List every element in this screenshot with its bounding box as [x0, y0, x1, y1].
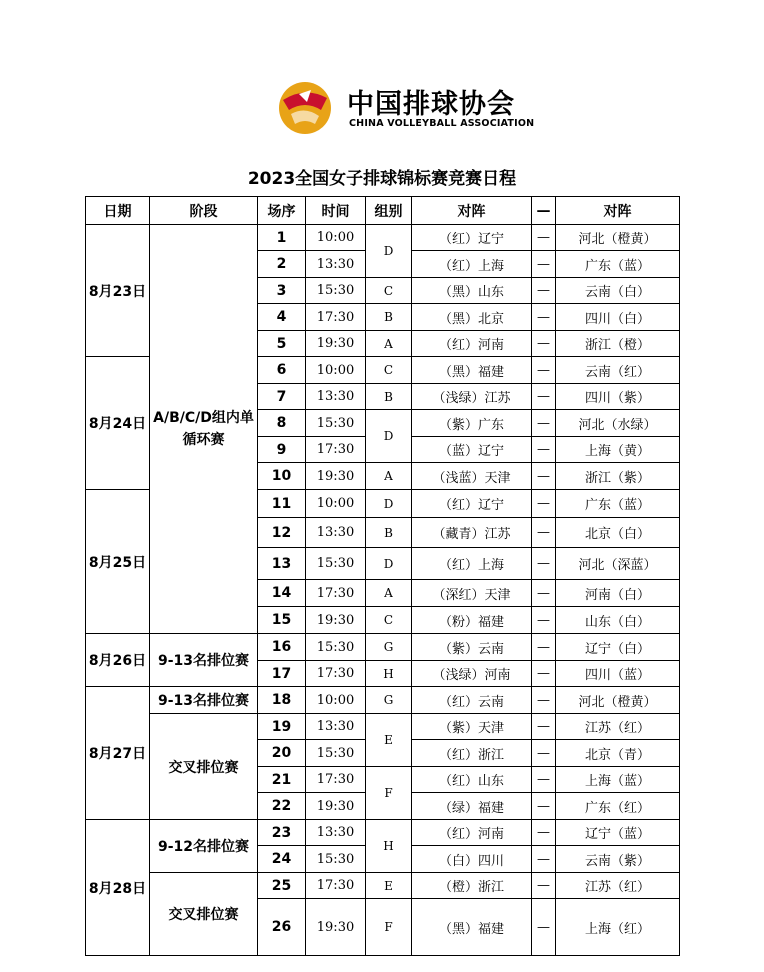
- team1: （白）四川: [412, 846, 532, 873]
- match-no: 15: [258, 607, 306, 634]
- vs-dash: —: [532, 278, 556, 304]
- match-time: 13:30: [306, 714, 366, 740]
- match-no: 10: [258, 463, 306, 490]
- group-cell: D: [366, 225, 412, 278]
- team1: （蓝）辽宁: [412, 437, 532, 463]
- team2: 河北（水绿）: [556, 410, 680, 437]
- team1: （浅绿）江苏: [412, 384, 532, 410]
- group-cell: H: [366, 820, 412, 873]
- team1: （紫）云南: [412, 634, 532, 661]
- header-group: 组别: [366, 197, 412, 225]
- team1: （浅绿）河南: [412, 661, 532, 687]
- table-row: [86, 225, 680, 251]
- team2: 云南（红）: [556, 357, 680, 384]
- team2: 上海（红）: [556, 899, 680, 956]
- header-team1: 对阵: [412, 197, 532, 225]
- team2: 四川（白）: [556, 304, 680, 331]
- date-cell: 8月23日: [86, 225, 150, 357]
- match-no: 3: [258, 278, 306, 304]
- vs-dash: —: [532, 357, 556, 384]
- header-match-no: 场序: [258, 197, 306, 225]
- match-time: 19:30: [306, 607, 366, 634]
- match-time: 15:30: [306, 410, 366, 437]
- date-cell: 8月27日: [86, 687, 150, 820]
- vs-dash: —: [532, 518, 556, 548]
- team2: 辽宁（蓝）: [556, 820, 680, 846]
- vs-dash: —: [532, 580, 556, 607]
- team2: 江苏（红）: [556, 873, 680, 899]
- team2: 广东（蓝）: [556, 251, 680, 278]
- team1: （红）上海: [412, 548, 532, 580]
- group-cell: C: [366, 357, 412, 384]
- match-time: 13:30: [306, 251, 366, 278]
- group-cell: B: [366, 518, 412, 548]
- group-cell: A: [366, 331, 412, 357]
- vs-dash: —: [532, 846, 556, 873]
- match-no: 9: [258, 437, 306, 463]
- match-no: 7: [258, 384, 306, 410]
- team2: 河南（白）: [556, 580, 680, 607]
- match-no: 25: [258, 873, 306, 899]
- match-time: 17:30: [306, 661, 366, 687]
- vs-dash: —: [532, 490, 556, 518]
- stage-cell: 交叉排位赛: [150, 873, 258, 956]
- vs-dash: —: [532, 714, 556, 740]
- table-row: [86, 634, 680, 661]
- stage-cell: 9-12名排位赛: [150, 820, 258, 873]
- team1: （黑）福建: [412, 899, 532, 956]
- match-time: 13:30: [306, 820, 366, 846]
- header-date: 日期: [86, 197, 150, 225]
- group-cell: B: [366, 384, 412, 410]
- vs-dash: —: [532, 767, 556, 793]
- team2: 河北（橙黄）: [556, 687, 680, 714]
- vs-dash: —: [532, 634, 556, 661]
- stage-cell: 交叉排位赛: [150, 714, 258, 820]
- vs-dash: —: [532, 607, 556, 634]
- group-cell: E: [366, 873, 412, 899]
- team2: 辽宁（白）: [556, 634, 680, 661]
- match-no: 18: [258, 687, 306, 714]
- table-row: [86, 873, 680, 899]
- match-time: 17:30: [306, 767, 366, 793]
- group-cell: F: [366, 767, 412, 820]
- vs-dash: —: [532, 820, 556, 846]
- team1: （红）河南: [412, 820, 532, 846]
- match-no: 11: [258, 490, 306, 518]
- vs-dash: —: [532, 873, 556, 899]
- team2: 山东（白）: [556, 607, 680, 634]
- match-time: 17:30: [306, 437, 366, 463]
- match-no: 17: [258, 661, 306, 687]
- team1: （藏青）江苏: [412, 518, 532, 548]
- vs-dash: —: [532, 463, 556, 490]
- match-time: 17:30: [306, 873, 366, 899]
- table-row: [86, 714, 680, 740]
- team1: （黑）福建: [412, 357, 532, 384]
- team2: 广东（红）: [556, 793, 680, 820]
- team2: 云南（白）: [556, 278, 680, 304]
- page-title: 2023全国女子排球锦标赛竞赛日程: [247, 169, 517, 189]
- vs-dash: —: [532, 331, 556, 357]
- team1: （红）浙江: [412, 740, 532, 767]
- group-cell: B: [366, 304, 412, 331]
- team1: （红）上海: [412, 251, 532, 278]
- match-no: 24: [258, 846, 306, 873]
- team1: （绿）福建: [412, 793, 532, 820]
- vs-dash: —: [532, 384, 556, 410]
- association-logo: [277, 78, 535, 136]
- group-cell: G: [366, 634, 412, 661]
- vs-dash: —: [532, 410, 556, 437]
- team2: 河北（深蓝）: [556, 548, 680, 580]
- logo-name-en: CHINA VOLLEYBALL ASSOCIATION: [349, 118, 535, 129]
- match-time: 19:30: [306, 463, 366, 490]
- team2: 云南（紫）: [556, 846, 680, 873]
- volleyball-logo-icon: [277, 80, 333, 136]
- match-no: 5: [258, 331, 306, 357]
- group-cell: D: [366, 490, 412, 518]
- group-cell: D: [366, 410, 412, 463]
- date-cell: 8月25日: [86, 490, 150, 634]
- match-time: 15:30: [306, 740, 366, 767]
- team1: （紫）广东: [412, 410, 532, 437]
- match-no: 6: [258, 357, 306, 384]
- group-cell: C: [366, 607, 412, 634]
- team1: （红）山东: [412, 767, 532, 793]
- match-no: 4: [258, 304, 306, 331]
- match-no: 2: [258, 251, 306, 278]
- team2: 浙江（紫）: [556, 463, 680, 490]
- match-time: 19:30: [306, 899, 366, 956]
- match-no: 22: [258, 793, 306, 820]
- team2: 上海（蓝）: [556, 767, 680, 793]
- team2: 上海（黄）: [556, 437, 680, 463]
- vs-dash: —: [532, 225, 556, 251]
- team2: 北京（青）: [556, 740, 680, 767]
- match-time: 19:30: [306, 793, 366, 820]
- match-no: 13: [258, 548, 306, 580]
- team1: （红）辽宁: [412, 490, 532, 518]
- match-no: 14: [258, 580, 306, 607]
- group-cell: H: [366, 661, 412, 687]
- team2: 四川（紫）: [556, 384, 680, 410]
- match-time: 15:30: [306, 846, 366, 873]
- logo-name-cn: 中国排球协会: [347, 89, 515, 120]
- stage-cell: 9-13名排位赛: [150, 687, 258, 714]
- date-cell: 8月26日: [86, 634, 150, 687]
- stage-cell: 9-13名排位赛: [150, 634, 258, 687]
- header-dash: —: [532, 197, 556, 225]
- group-cell: F: [366, 899, 412, 956]
- match-no: 1: [258, 225, 306, 251]
- vs-dash: —: [532, 251, 556, 278]
- team1: （橙）浙江: [412, 873, 532, 899]
- table-row: [86, 687, 680, 714]
- team1: （红）云南: [412, 687, 532, 714]
- date-cell: 8月24日: [86, 357, 150, 490]
- match-no: 19: [258, 714, 306, 740]
- schedule-table: [85, 196, 680, 956]
- team2: 广东（蓝）: [556, 490, 680, 518]
- header-time: 时间: [306, 197, 366, 225]
- team1: （粉）福建: [412, 607, 532, 634]
- team2: 河北（橙黄）: [556, 225, 680, 251]
- team1: （深红）天津: [412, 580, 532, 607]
- match-no: 23: [258, 820, 306, 846]
- team2: 四川（蓝）: [556, 661, 680, 687]
- match-no: 12: [258, 518, 306, 548]
- group-cell: D: [366, 548, 412, 580]
- header-team2: 对阵: [556, 197, 680, 225]
- match-time: 10:00: [306, 357, 366, 384]
- match-no: 20: [258, 740, 306, 767]
- match-time: 17:30: [306, 580, 366, 607]
- group-cell: C: [366, 278, 412, 304]
- group-cell: A: [366, 580, 412, 607]
- team1: （红）辽宁: [412, 225, 532, 251]
- group-cell: G: [366, 687, 412, 714]
- team1: （黑）山东: [412, 278, 532, 304]
- group-cell: E: [366, 714, 412, 767]
- header-row: [86, 197, 680, 225]
- team1: （浅蓝）天津: [412, 463, 532, 490]
- match-time: 17:30: [306, 304, 366, 331]
- match-time: 15:30: [306, 278, 366, 304]
- match-time: 15:30: [306, 634, 366, 661]
- match-time: 10:00: [306, 225, 366, 251]
- match-time: 15:30: [306, 548, 366, 580]
- date-cell: 8月28日: [86, 820, 150, 956]
- team2: 浙江（橙）: [556, 331, 680, 357]
- vs-dash: —: [532, 687, 556, 714]
- stage-cell: A/B/C/D组内单循环赛: [150, 225, 258, 634]
- match-time: 13:30: [306, 384, 366, 410]
- match-no: 16: [258, 634, 306, 661]
- team1: （紫）天津: [412, 714, 532, 740]
- match-time: 19:30: [306, 331, 366, 357]
- team1: （黑）北京: [412, 304, 532, 331]
- header-stage: 阶段: [150, 197, 258, 225]
- vs-dash: —: [532, 661, 556, 687]
- table-row: [86, 820, 680, 846]
- match-time: 10:00: [306, 490, 366, 518]
- match-time: 10:00: [306, 687, 366, 714]
- match-no: 8: [258, 410, 306, 437]
- vs-dash: —: [532, 437, 556, 463]
- match-time: 13:30: [306, 518, 366, 548]
- match-no: 21: [258, 767, 306, 793]
- team2: 北京（白）: [556, 518, 680, 548]
- vs-dash: —: [532, 793, 556, 820]
- vs-dash: —: [532, 304, 556, 331]
- vs-dash: —: [532, 899, 556, 956]
- vs-dash: —: [532, 740, 556, 767]
- match-no: 26: [258, 899, 306, 956]
- team2: 江苏（红）: [556, 714, 680, 740]
- vs-dash: —: [532, 548, 556, 580]
- group-cell: A: [366, 463, 412, 490]
- team1: （红）河南: [412, 331, 532, 357]
